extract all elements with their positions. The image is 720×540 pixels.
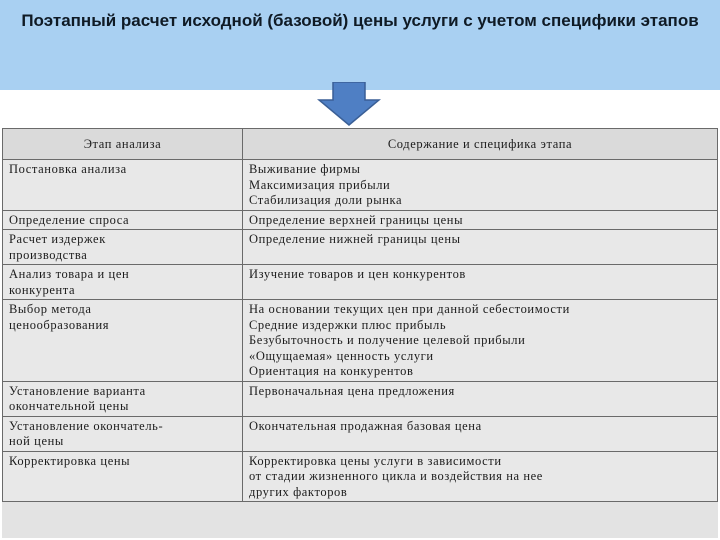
content-cell	[243, 381, 718, 416]
table-row	[3, 381, 718, 416]
stage-text: Расчет издержек	[9, 232, 106, 246]
content-text: Средние издержки плюс прибыль	[249, 317, 447, 332]
price-stages-table	[2, 128, 718, 502]
stage-cell	[3, 265, 243, 300]
down-arrow-icon	[317, 82, 381, 126]
stage-text: Анализ товара и цен	[9, 267, 130, 281]
content-text: На основании текущих цен при данной себестоимости	[249, 302, 570, 316]
stage-text: конкурента	[9, 282, 76, 297]
table-row	[3, 451, 718, 502]
content-cell	[243, 160, 718, 211]
stage-cell	[3, 416, 243, 451]
column-header-stage: Этап анализа	[3, 129, 243, 160]
stage-text: Корректировка цены	[9, 453, 131, 468]
content-text: Ориентация на конкурентов	[249, 364, 414, 378]
stage-text: Постановка анализа	[9, 162, 127, 176]
table-row	[3, 230, 718, 265]
stage-cell	[3, 451, 243, 502]
content-text: Определение верхней границы цены	[249, 212, 464, 227]
content-text: Корректировка цены услуги в зависимости	[249, 453, 502, 468]
content-cell	[243, 210, 718, 230]
stage-text: Определение спроса	[9, 212, 130, 227]
content-text: от стадии жизненного цикла и воздействия на нее	[249, 469, 543, 483]
content-text: Изучение товаров и цен конкурентов	[249, 267, 466, 281]
table-header-row	[3, 129, 718, 160]
stage-text: Выбор метода	[9, 302, 92, 316]
stage-cell	[3, 381, 243, 416]
stage-cell	[3, 300, 243, 382]
price-stages-table-container	[2, 128, 718, 538]
table-row	[3, 160, 718, 211]
stage-text: окончательной цены	[9, 399, 129, 413]
table-row	[3, 300, 718, 382]
column-header-content: Содержание и специфика этапа	[243, 129, 718, 160]
page-title: Поэтапный расчет исходной (базовой) цены услуги с учетом специфики этапов	[21, 11, 699, 30]
content-text: других факторов	[249, 484, 348, 499]
content-cell	[243, 416, 718, 451]
stage-text: производства	[9, 247, 88, 262]
content-text: Безубыточность и получение целевой прибыли	[249, 333, 526, 347]
stage-cell	[3, 210, 243, 230]
content-text: Окончательная продажная базовая цена	[249, 418, 482, 433]
stage-text: Установление окончатель-	[9, 418, 164, 433]
content-cell	[243, 265, 718, 300]
content-text: «Ощущаемая» ценность услуги	[249, 348, 434, 363]
content-text: Выживание фирмы	[249, 162, 361, 176]
stage-text: ценообразования	[9, 317, 110, 332]
content-text: Первоначальная цена предложения	[249, 383, 455, 398]
content-cell	[243, 300, 718, 382]
table-row	[3, 210, 718, 230]
stage-text: Установление варианта	[9, 383, 146, 398]
content-text: Максимизация прибыли	[249, 177, 391, 192]
content-cell	[243, 230, 718, 265]
content-text: Стабилизация доли рынка	[249, 193, 403, 207]
table-body	[3, 160, 718, 502]
stage-cell	[3, 160, 243, 211]
table-row	[3, 265, 718, 300]
content-cell	[243, 451, 718, 502]
content-text: Определение нижней границы цены	[249, 232, 461, 246]
stage-text: ной цены	[9, 434, 64, 448]
stage-cell	[3, 230, 243, 265]
table-row	[3, 416, 718, 451]
